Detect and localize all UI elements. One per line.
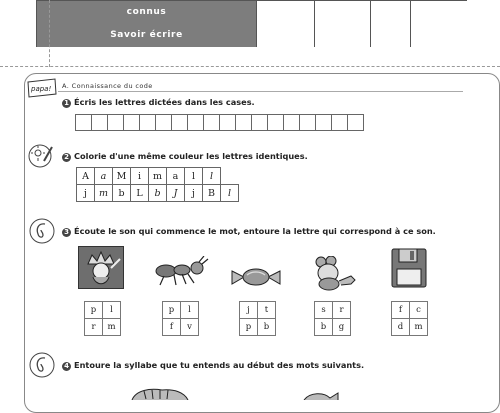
fold-line <box>49 0 50 67</box>
letter-option[interactable]: r <box>85 319 103 336</box>
letter-option[interactable]: v <box>181 319 199 336</box>
dictation-box[interactable] <box>347 114 364 131</box>
evaluation-cell[interactable] <box>256 1 315 24</box>
dictation-box[interactable] <box>267 114 284 131</box>
letter-cell[interactable]: l <box>203 168 221 185</box>
exercise-number: 3 <box>62 228 71 237</box>
dictation-box[interactable] <box>123 114 140 131</box>
evaluation-cell[interactable] <box>314 1 371 24</box>
dictation-box[interactable] <box>315 114 332 131</box>
letter-cell[interactable]: M <box>113 168 131 185</box>
letter-option[interactable]: p <box>240 319 258 336</box>
letters-row <box>77 185 239 202</box>
letter-options-grid <box>314 301 351 336</box>
letter-option[interactable]: j <box>240 302 258 319</box>
king-picture <box>78 246 124 289</box>
letter-cell[interactable]: a <box>95 168 113 185</box>
letter-cell[interactable]: m <box>95 185 113 202</box>
dictation-box[interactable] <box>283 114 300 131</box>
dictation-box[interactable] <box>219 114 236 131</box>
dictation-box[interactable] <box>155 114 172 131</box>
evaluation-table <box>36 0 467 47</box>
paper-badge-icon <box>25 76 59 100</box>
ant-picture <box>152 256 210 286</box>
letter-option[interactable]: s <box>315 302 333 319</box>
dictation-box[interactable] <box>171 114 188 131</box>
exercise-number: 2 <box>62 153 71 162</box>
letter-cell[interactable]: m <box>149 168 167 185</box>
dictation-boxes <box>76 114 364 131</box>
ear-icon <box>28 350 56 380</box>
letter-cell[interactable]: b <box>149 185 167 202</box>
letter-cell[interactable]: j <box>77 185 95 202</box>
pencil-flower-icon <box>27 141 55 169</box>
evaluation-cell[interactable] <box>314 24 371 47</box>
evaluation-label: connus <box>37 1 256 24</box>
letters-grid <box>76 167 239 202</box>
section-title: A. Connaissance du code <box>62 82 153 90</box>
evaluation-cell[interactable] <box>370 24 411 47</box>
letter-option[interactable]: b <box>315 319 333 336</box>
letter-cell[interactable]: B <box>203 185 221 202</box>
exercise-text: Écoute le son qui commence le mot, entoure la lettre qui correspond à ce son. <box>74 226 436 236</box>
letter-options-grid <box>162 301 199 336</box>
ear-icon <box>28 216 56 246</box>
exercise-text: Colorie d'une même couleur les lettres identiques. <box>74 151 308 161</box>
letter-cell[interactable]: a <box>167 168 185 185</box>
letter-option[interactable]: m <box>103 319 121 336</box>
exercise-number: 1 <box>62 99 71 108</box>
letter-cell[interactable]: J <box>167 185 185 202</box>
exercise-3-instruction <box>62 226 436 237</box>
letter-cell[interactable]: l <box>185 168 203 185</box>
exercise-text: Entoure la syllabe que tu entends au début des mots suivants. <box>74 360 365 370</box>
letter-option[interactable]: r <box>333 302 351 319</box>
letter-option[interactable]: f <box>163 319 181 336</box>
dictation-box[interactable] <box>91 114 108 131</box>
letter-cell[interactable]: L <box>131 185 149 202</box>
evaluation-cell[interactable] <box>410 24 467 47</box>
letter-cell[interactable]: b <box>113 185 131 202</box>
letter-option[interactable]: b <box>258 319 276 336</box>
dictation-box[interactable] <box>107 114 124 131</box>
letter-option[interactable]: m <box>410 319 428 336</box>
fish-picture <box>300 390 340 400</box>
tiger-picture <box>130 386 190 400</box>
dictation-box[interactable] <box>75 114 92 131</box>
empty-cell <box>221 168 239 185</box>
evaluation-row-savoir-ecrire <box>37 24 466 47</box>
letter-option[interactable]: p <box>163 302 181 319</box>
letter-option[interactable]: l <box>103 302 121 319</box>
dictation-box[interactable] <box>139 114 156 131</box>
dictation-box[interactable] <box>331 114 348 131</box>
letters-row <box>77 168 239 185</box>
exercise-text: Écris les lettres dictées dans les cases. <box>74 97 255 107</box>
evaluation-cell[interactable] <box>256 24 315 47</box>
letter-option[interactable]: f <box>392 302 410 319</box>
dictation-box[interactable] <box>187 114 204 131</box>
evaluation-row-connus <box>37 1 466 25</box>
mouse-picture <box>311 256 357 292</box>
fold-line <box>0 66 500 67</box>
floppy-disk-picture <box>391 248 427 288</box>
letter-options-grid <box>84 301 121 336</box>
letter-cell[interactable]: l <box>221 185 239 202</box>
letter-options-grid <box>239 301 276 336</box>
dictation-box[interactable] <box>235 114 252 131</box>
letter-cell[interactable]: j <box>185 185 203 202</box>
letter-option[interactable]: d <box>392 319 410 336</box>
letter-option[interactable]: p <box>85 302 103 319</box>
exercise-1-instruction <box>62 97 255 108</box>
letter-option[interactable]: l <box>181 302 199 319</box>
dictation-box[interactable] <box>251 114 268 131</box>
letter-cell[interactable]: A <box>77 168 95 185</box>
letter-options-grid <box>391 301 428 336</box>
divider <box>58 91 463 92</box>
letter-option[interactable]: g <box>333 319 351 336</box>
dictation-box[interactable] <box>299 114 316 131</box>
evaluation-cell[interactable] <box>370 1 411 24</box>
paper-badge-label: papa! <box>31 85 52 93</box>
evaluation-cell[interactable] <box>410 1 467 24</box>
exercise-4-instruction <box>62 360 364 371</box>
dictation-box[interactable] <box>203 114 220 131</box>
exercise-2-instruction <box>62 151 308 162</box>
letter-option[interactable]: c <box>410 302 428 319</box>
candy-picture <box>230 265 282 291</box>
letter-cell[interactable]: i <box>131 168 149 185</box>
letter-option[interactable]: t <box>258 302 276 319</box>
exercise-number: 4 <box>62 362 71 371</box>
evaluation-label: Savoir écrire <box>37 24 256 47</box>
